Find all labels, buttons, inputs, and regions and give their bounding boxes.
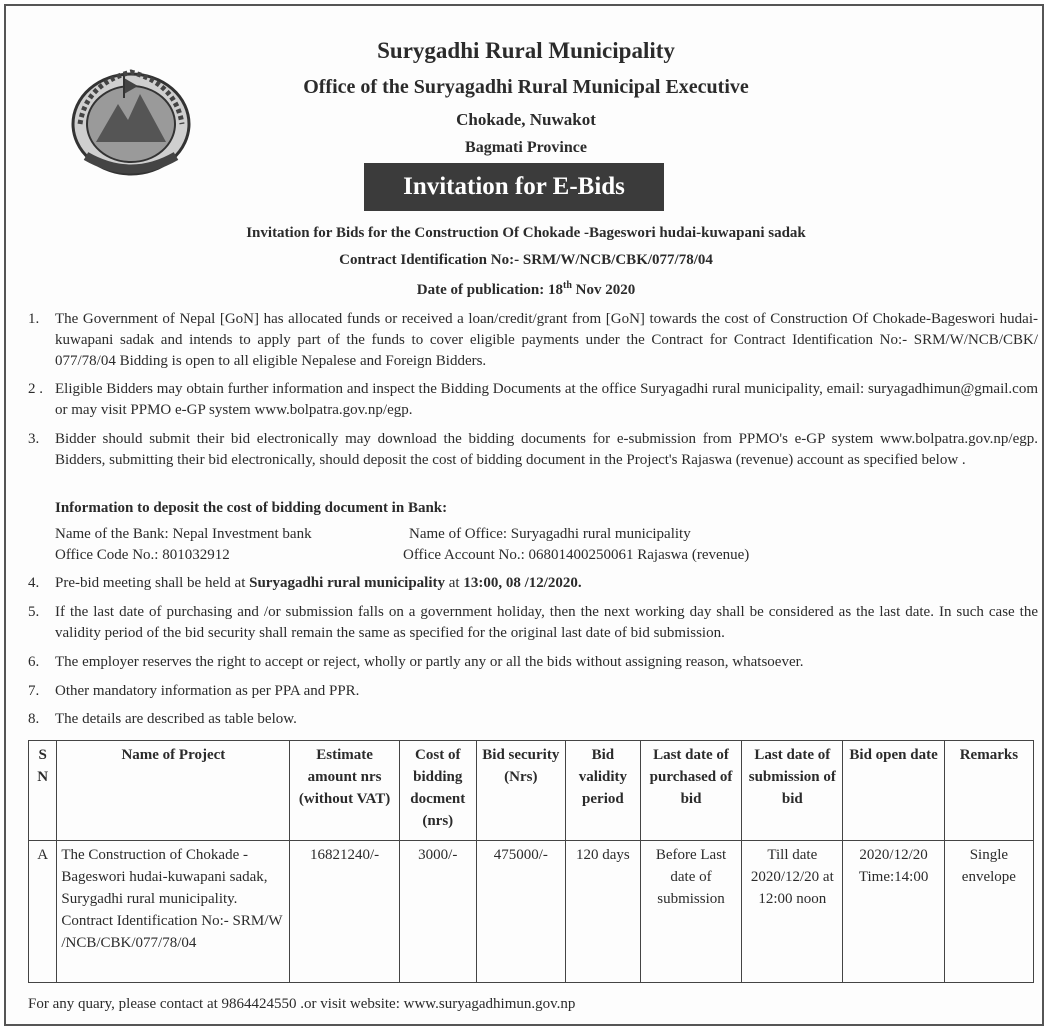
header-project: Name of Project xyxy=(57,741,290,841)
header-estimate: Estimate amount nrs (without VAT) xyxy=(290,741,399,841)
header-validity: Bid validity period xyxy=(565,741,640,841)
header-sn: S N xyxy=(29,741,57,841)
paragraph-4: 4. Pre-bid meeting shall be held at Suryagadhi rural municipality at 13:00, 08 /12/2020. xyxy=(28,575,582,591)
paragraph-8: 8. The details are described as table below. xyxy=(28,711,297,727)
cell-validity: 120 days xyxy=(565,841,640,983)
publication-date: Date of publication: 18th Nov 2020 xyxy=(416,280,636,298)
province-name: Bagmati Province xyxy=(465,139,587,156)
cell-open-date: 2020/12/20 Time:14:00 xyxy=(843,841,944,983)
municipality-name: Surygadhi Rural Municipality xyxy=(377,38,675,63)
cell-sn: A xyxy=(29,841,57,983)
header-cost: Cost of bidding docment (nrs) xyxy=(399,741,476,841)
invitation-banner: Invitation for E-Bids xyxy=(364,163,664,211)
bank-name: Name of the Bank: Nepal Investment bank xyxy=(55,526,312,542)
notice-page xyxy=(4,4,1044,1026)
paragraph-1: 1. The Government of Nepal [GoN] has allocated funds or received a loan/credit/grant from [GoN] towards the cost of Construction Of Chokade-Bageswori hudai-kuwapani sadak and intends to apply part of the funds to cover eligible payments under the Contract for Contract Identification No:- SRM/W/NCB/CBK/ 077/78/04 Bidding is open to all eligible Nepalese and Foreign Bidders. xyxy=(28,311,1038,369)
cell-purchase-date: Before Last date of submission xyxy=(640,841,741,983)
bank-info-heading: Information to deposit the cost of bidding document in Bank: xyxy=(55,500,448,516)
header-submission-date: Last date of submission of bid xyxy=(742,741,843,841)
office-name-bank: Name of Office: Suryagadhi rural municipality xyxy=(409,526,691,542)
header-purchase-date: Last date of purchased of bid xyxy=(640,741,741,841)
cell-cost: 3000/- xyxy=(399,841,476,983)
header-remarks: Remarks xyxy=(944,741,1033,841)
cell-project: The Construction of Chokade -Bageswori hudai-kuwapani sadak, Surygadhi rural municipality. Contract Identification No:- SRM/W /NCB/CBK/077/78/04 xyxy=(57,841,290,983)
cell-submission-date: Till date 2020/12/20 at 12:00 noon xyxy=(742,841,843,983)
cell-security: 475000/- xyxy=(476,841,565,983)
notice-subject: Invitation for Bids for the Construction Of Chokade -Bageswori hudai-kuwapani sadak xyxy=(246,225,806,241)
header-open-date: Bid open date xyxy=(843,741,944,841)
table-row xyxy=(29,841,1034,983)
office-code: Office Code No.: 801032912 xyxy=(55,547,230,563)
cell-estimate: 16821240/- xyxy=(290,841,399,983)
paragraph-2: 2 . Eligible Bidders may obtain further information and inspect the Bidding Documents at the office Suryagadhi rural municipality, email: suryagadhimun@gmail.com or may visit PPMO e-GP system www.bolpatra.gov.np/egp. xyxy=(28,381,1038,418)
paragraph-6: 6. The employer reserves the right to accept or reject, wholly or partly any or all the bids without assigning reason, whatsoever. xyxy=(28,654,804,670)
paragraph-3: 3. Bidder should submit their bid electronically may download the bidding documents for e-submission from PPMO's e-GP system www.bolpatra.gov.np/egp. Bidders, submitting their bid electronically, should deposit the cost of bidding document in the Project's Rajaswa (revenue) account as specified below . xyxy=(28,431,1038,468)
paragraph-7: 7. Other mandatory information as per PPA and PPR. xyxy=(28,683,360,699)
header-security: Bid security (Nrs) xyxy=(476,741,565,841)
contract-identification: Contract Identification No:- SRM/W/NCB/CBK/077/78/04 xyxy=(339,252,713,268)
cell-remarks: Single envelope xyxy=(944,841,1033,983)
table-header-row xyxy=(29,741,1034,841)
paragraph-5: 5. If the last date of purchasing and /or submission falls on a government holiday, then the next working day shall be considered as the last date. In such case the validity period of the bid security shall remain the same as specified for the original last date of bid submission. xyxy=(28,604,1038,641)
office-location: Chokade, Nuwakot xyxy=(456,110,596,129)
bid-details-table xyxy=(28,740,1034,983)
office-name: Office of the Suryagadhi Rural Municipal Executive xyxy=(303,76,749,98)
office-account: Office Account No.: 06801400250061 Rajaswa (revenue) xyxy=(403,547,750,563)
contact-footer: For any quary, please contact at 9864424550 .or visit website: www.suryagadhimun.gov.np xyxy=(28,996,576,1012)
